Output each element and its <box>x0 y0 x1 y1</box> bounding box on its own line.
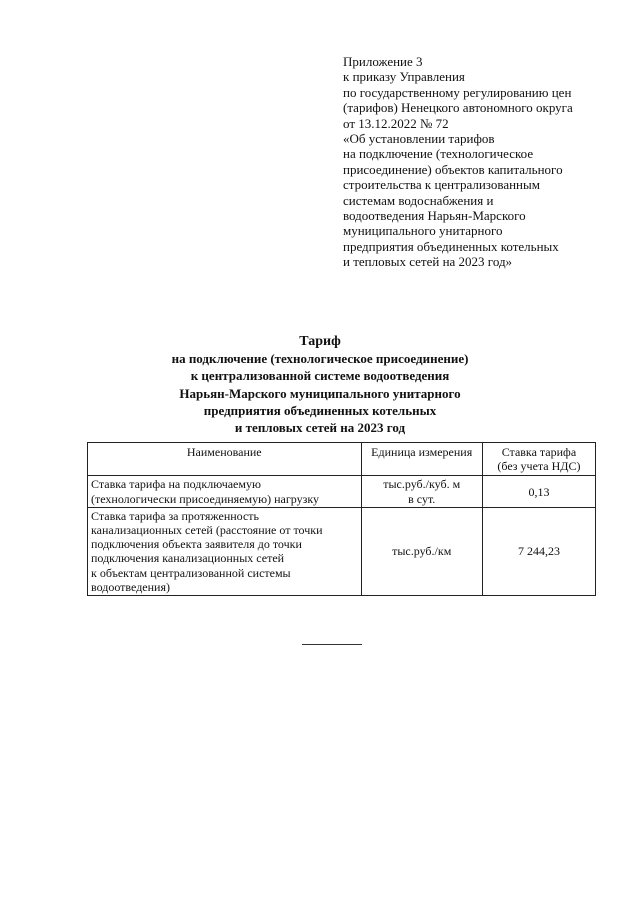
appendix-line: от 13.12.2022 № 72 <box>343 115 449 131</box>
row-name-line: Ставка тарифа за протяженность <box>91 508 260 523</box>
document-title <box>60 333 580 436</box>
end-divider <box>302 644 362 645</box>
header-unit <box>361 443 482 476</box>
row-rate-value: 0,13 <box>528 484 550 499</box>
row-rate-value: 7 244,23 <box>517 544 560 559</box>
appendix-line: водоотведения Нарьян-Марского <box>343 208 526 224</box>
appendix-line: и тепловых сетей на 2023 год» <box>343 254 513 270</box>
appendix-line: (тарифов) Ненецкого автономного округа <box>343 100 573 116</box>
row-unit-cell <box>361 476 482 507</box>
row-name-line: к объектам централизованной системы <box>91 565 291 580</box>
header-name-text: Наименование <box>186 445 262 459</box>
row-name-line: (технологически присоединяемую) нагрузку <box>91 491 319 506</box>
table-row <box>88 507 596 595</box>
table-row <box>88 476 596 507</box>
appendix-line: предприятия объединенных котельных <box>343 238 559 254</box>
appendix-line: по государственному регулированию цен <box>343 84 572 100</box>
title-line: на подключение (технологическое присоединение) <box>171 351 469 367</box>
appendix-line: присоединение) объектов капитального <box>343 161 563 177</box>
row-name-line: подключения канализационных сетей <box>91 551 285 566</box>
row-name-cell <box>88 476 362 507</box>
row-name-line: канализационных сетей (расстояние от точки <box>91 523 323 538</box>
row-name-line: водоотведения) <box>91 579 170 594</box>
header-unit-text: Единица измерения <box>371 445 473 459</box>
appendix-line: Приложение 3 <box>343 54 423 69</box>
row-unit-line: тыс.руб./куб. м <box>383 477 461 492</box>
appendix-line: на подключение (технологическое <box>343 146 534 162</box>
header-rate-line: (без учета НДС) <box>497 459 581 474</box>
row-rate-cell <box>482 476 595 507</box>
table-header-row <box>88 443 596 476</box>
appendix-line: строительства к централизованным <box>343 177 540 193</box>
header-rate <box>482 443 595 476</box>
row-unit-cell <box>361 507 482 595</box>
appendix-line: системам водоснабжения и <box>343 192 494 208</box>
row-name-cell <box>88 507 362 595</box>
appendix-reference <box>343 54 633 270</box>
row-rate-cell <box>482 507 595 595</box>
title-line: Нарьян-Марского муниципального унитарного <box>179 385 461 401</box>
header-rate-line: Ставка тарифа <box>501 445 577 459</box>
appendix-line: «Об установлении тарифов <box>343 131 495 147</box>
appendix-line: к приказу Управления <box>343 69 465 85</box>
title-heading: Тариф <box>299 334 341 349</box>
header-name <box>88 443 362 476</box>
row-unit-line: в сут. <box>408 491 436 506</box>
row-name-line: подключения объекта заявителя до точки <box>91 537 302 552</box>
title-line: к централизованной системе водоотведения <box>190 368 450 384</box>
tariff-table <box>87 442 596 596</box>
title-line: и тепловых сетей на 2023 год <box>234 420 406 436</box>
row-name-line: Ставка тарифа на подключаемую <box>91 477 261 492</box>
row-unit-line: тыс.руб./км <box>392 544 452 559</box>
title-line: предприятия объединенных котельных <box>203 402 437 418</box>
appendix-line: муниципального унитарного <box>343 223 503 239</box>
